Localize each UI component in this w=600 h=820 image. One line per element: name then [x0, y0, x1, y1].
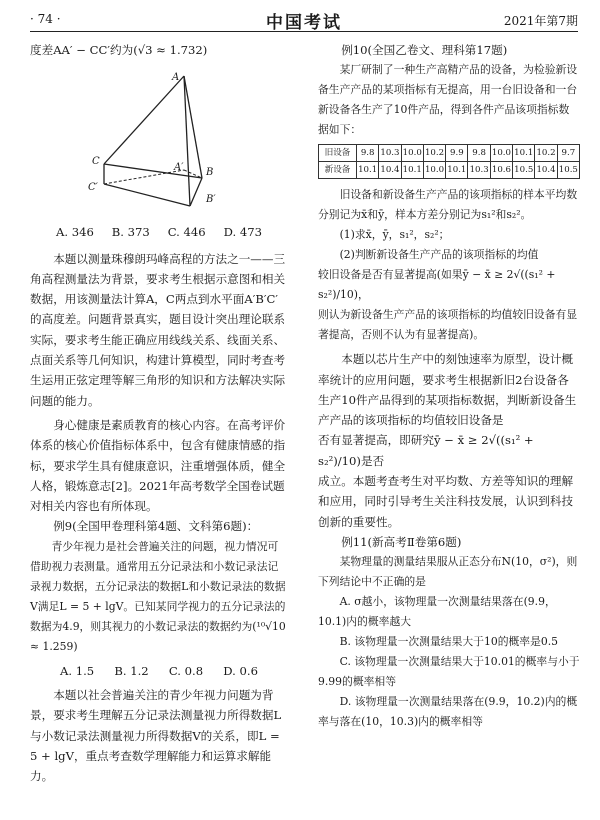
journal-title: 中国考试 — [266, 13, 342, 33]
example-11-body: 某物理量的测量结果服从正态分布N(10，σ²)，则下列结论中不正确的是 — [318, 555, 578, 589]
paragraph-analysis-3a: 本题以芯片生产中的刻蚀速率为原型，设计概率统计的应用问题，要求考生根据新旧2台设备各生产10件产品得到的某项指标数据，判断新设备生产产品的该项指标的均值较旧设备是 — [318, 352, 577, 428]
label-C-prime: C′ — [88, 182, 98, 194]
table-cell: 10.2 — [535, 145, 557, 162]
option-d: D. 0.6 — [223, 663, 258, 678]
row-label: 新设备 — [319, 162, 357, 179]
paragraph-analysis-3b: 否有显著提高，即研究ȳ − x̄ ≥ 2√((s₁² + s₂²)/10)是否 — [318, 433, 534, 468]
table-cell: 10.5 — [557, 162, 579, 179]
table-cell: 10.4 — [535, 162, 557, 179]
table-row — [319, 162, 580, 179]
label-A: A — [172, 72, 180, 84]
question-2-part2: 较旧设备是否有显著提高(如果ȳ − x̄ ≥ 2√((s₁² + s₂²)/10)， — [318, 268, 556, 302]
example-10-description: 旧设备和新设备生产产品的该项指标的样本平均数分别记为x̄和ȳ，样本方差分别记为s₁²和s₂²。 — [318, 188, 578, 222]
paragraph-analysis-3c: 成立。本题考查考生对平均数、方差等知识的理解和应用，同时引导考生关注科技发展，认识到科技创新的重要性。 — [318, 474, 574, 529]
example-9-body: 青少年视力是社会普遍关注的问题，视力情况可借助视力表测量。通常用五分记录法和小数记录法记录视力数据，五分记录法的数据L和小数记录法的数据V满足L = 5 + lgV。已知某同学视力的五分记录法的数据为4.9，则其视力的小数记录法的数据约为(¹⁰√10 ≈ 1.259) — [30, 539, 286, 653]
page-header — [30, 6, 578, 32]
paragraph-health: 身心健康是素质教育的核心内容。在高考评价体系的核心价值指标体系中，包含有健康情感的指标，要求学生具有健康意识，注重增强体质，健全人格，锻炼意志[2]。2021年高考数学全国卷试题对相关内容也有所体现。 — [30, 417, 286, 514]
option-c: C. 该物理量一次测量结果大于10.01的概率与小于9.99的概率相等 — [318, 655, 580, 689]
option-b: B. 373 — [111, 225, 150, 240]
paragraph-analysis-2: 本题以社会普遍关注的青少年视力问题为背景，要求考生理解五分记录法测量视力所得数据L与小数记录法测量视力所得数据V的关系，即L = 5 + lgV，重点考查数学理解能力和运算求解能力。 — [30, 688, 282, 784]
label-A-prime: A′ — [174, 162, 184, 174]
example-11-title: 例11(新高考Ⅱ卷第6题) — [341, 534, 462, 549]
table-cell: 10.4 — [379, 162, 401, 179]
option-a: A. 1.5 — [60, 663, 95, 678]
table-cell: 10.5 — [513, 162, 535, 179]
example-9-title: 例9(全国甲卷理科第4题、文科第6题)： — [53, 519, 259, 534]
table-cell: 10.3 — [468, 162, 490, 179]
question-1: (1)求x̄，ȳ，s₁²，s₂²； — [339, 228, 450, 242]
equipment-data-table — [318, 144, 580, 179]
example-10-body: 某厂研制了一种生产高精产品的设备，为检验新设备生产产品的某项指标有无提高，用一台旧设备和一台新设备各生产了10件产品，得到各件产品该项指标数据如下： — [318, 63, 578, 137]
option-b: B. 该物理量一次测量结果大于10的概率是0.5 — [339, 635, 559, 649]
example-10-title: 例10(全国乙卷文、理科第17题) — [341, 43, 508, 57]
option-a: A. 346 — [56, 225, 94, 240]
question-2-part1: (2)判断新设备生产产品的该项指标的均值 — [339, 248, 539, 262]
table-cell: 10.0 — [490, 145, 512, 162]
option-d: D. 473 — [223, 225, 262, 240]
left-column — [30, 40, 288, 787]
table-cell: 10.1 — [401, 162, 423, 179]
issue-label: 2021年第7期 — [503, 14, 578, 28]
option-b: B. 1.2 — [114, 663, 149, 678]
answer-options-9 — [30, 661, 288, 681]
right-column — [318, 40, 580, 732]
table-row — [319, 145, 580, 162]
table-cell: 10.0 — [401, 145, 423, 162]
table-cell: 10.6 — [490, 162, 512, 179]
label-B-prime: B′ — [206, 194, 216, 206]
option-a: A. σ越小，该物理量一次测量结果落在(9.9，10.1)内的概率越大 — [318, 595, 556, 629]
label-B: B — [206, 167, 214, 179]
answer-options — [30, 222, 288, 242]
table-cell: 10.0 — [423, 162, 445, 179]
table-cell: 9.7 — [557, 145, 579, 162]
question-stem-end: 度差AA′ − CC′约为(√3 ≈ 1.732) — [30, 43, 208, 57]
page-number: · 74 · — [30, 12, 61, 26]
table-cell: 9.8 — [468, 145, 490, 162]
table-cell: 9.9 — [446, 145, 468, 162]
label-C: C — [92, 156, 100, 168]
option-c: C. 446 — [167, 225, 206, 240]
option-c: C. 0.8 — [168, 663, 204, 678]
row-label: 旧设备 — [319, 145, 357, 162]
table-cell: 10.1 — [357, 162, 379, 179]
question-2-part3: 则认为新设备生产产品的该项指标的均值较旧设备有显著提高，否则不认为有显著提高)。 — [318, 308, 578, 342]
table-cell: 10.2 — [423, 145, 445, 162]
table-cell: 10.1 — [446, 162, 468, 179]
table-cell: 10.1 — [513, 145, 535, 162]
table-cell: 9.8 — [357, 145, 379, 162]
option-d: D. 该物理量一次测量结果落在(9.9，10.2)内的概率与落在(10，10.3)内的概率相等 — [318, 695, 578, 729]
triangulation-figure — [66, 66, 266, 216]
paragraph-analysis-1: 本题以测量珠穆朗玛峰高程的方法之一——三角高程测量法为背景，要求考生根据示意图和相关数据，用该测量法计算A，C两点到水平面A′B′C′的高度差。问题背景真实，题目设计突出理论联系实际，要求考生能正确应用线线关系、线面关系、点面关系等几何知识，构建计算模型，同时考查考生运用正弦定理等解三角形的知识和方法解决实际问题的能力。 — [30, 251, 286, 408]
table-cell: 10.3 — [379, 145, 401, 162]
